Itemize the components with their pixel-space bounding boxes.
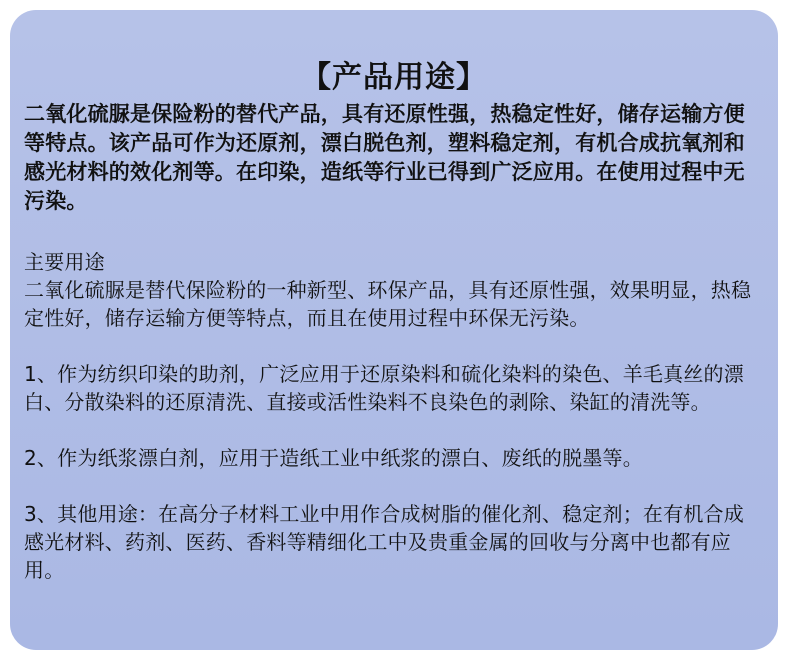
product-usage-card — [10, 10, 778, 650]
main-uses-heading: 主要用途 — [24, 250, 105, 274]
page-title: 【产品用途】 — [301, 60, 487, 95]
use-item-textile: 1、作为纺织印染的助剂，广泛应用于还原染料和硫化染料的染色、羊毛真丝的漂白、分散染料的还原清洗、直接或活性染料不良染色的剥除、染缸的清洗等。 — [24, 362, 744, 414]
use-item-paper: 2、作为纸浆漂白剂，应用于造纸工业中纸浆的漂白、废纸的脱墨等。 — [24, 446, 643, 470]
main-uses-summary: 二氧化硫脲是替代保险粉的一种新型、环保产品，具有还原性强，效果明显，热稳定性好，储存运输方便等特点，而且在使用过程中环保无污染。 — [24, 278, 752, 330]
use-item-other: 3、其他用途：在高分子材料工业中用作合成树脂的催化剂、稳定剂；在有机合成感光材料、药剂、医药、香料等精细化工中及贵重金属的回收与分离中也都有应用。 — [24, 502, 744, 582]
intro-paragraph: 二氧化硫脲是保险粉的替代产品，具有还原性强，热稳定性好，储存运输方便等特点。该产品可作为还原剂，漂白脱色剂，塑料稳定剂，有机合成抗氧剂和感光材料的效化剂等。在印染，造纸等行业已得到广泛应用。在使用过程中无污染。 — [24, 102, 745, 213]
